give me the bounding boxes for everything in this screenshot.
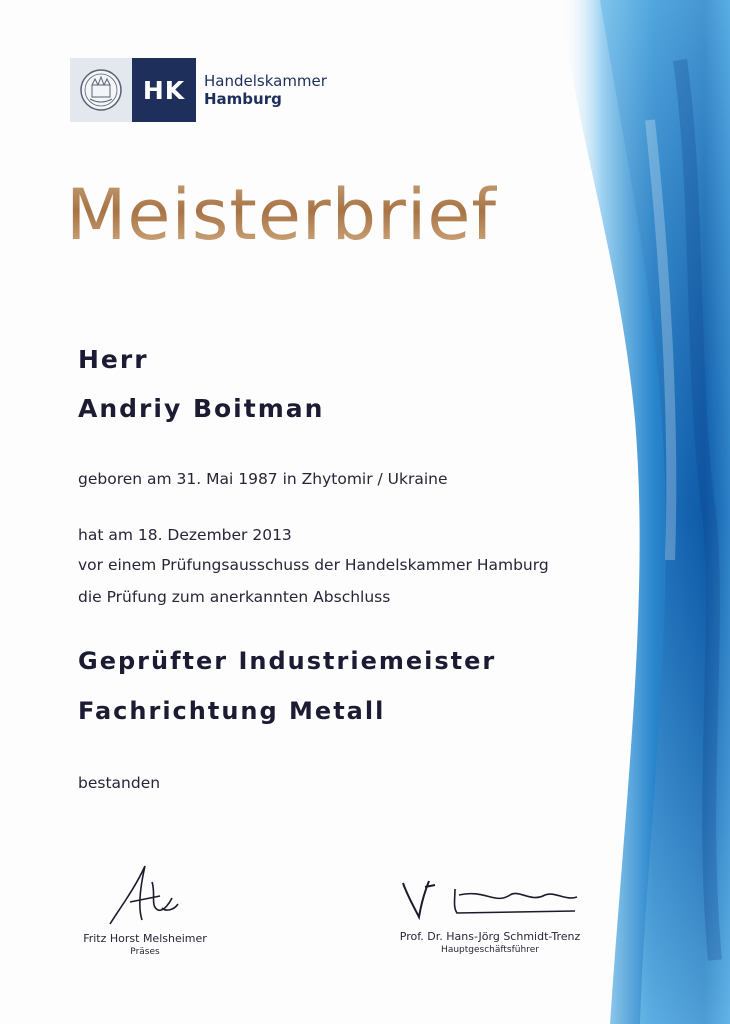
exam-result: bestanden xyxy=(78,774,161,792)
signature-president xyxy=(100,858,190,932)
signatory-managing-director xyxy=(385,930,595,955)
chamber-logo xyxy=(70,58,327,122)
chamber-name-line2: Hamburg xyxy=(204,90,282,108)
birth-info: geboren am 31. Mai 1987 in Zhytomir / Ukraine xyxy=(78,470,448,488)
exam-qualification-line: die Prüfung zum anerkannten Abschluss xyxy=(78,588,391,606)
signatory-president xyxy=(70,932,220,957)
signature-managing-director xyxy=(395,875,585,929)
signatory-president-name: Fritz Horst Melsheimer xyxy=(83,932,207,945)
degree-title: Geprüfter Industriemeister xyxy=(78,647,497,675)
chamber-wordmark xyxy=(196,58,327,122)
exam-date-line: hat am 18. Dezember 2013 xyxy=(78,526,292,544)
seal-icon xyxy=(70,58,132,122)
exam-committee-line: vor einem Prüfungsausschuss der Handelskammer Hamburg xyxy=(78,556,549,574)
degree-specialization: Fachrichtung Metall xyxy=(78,697,386,725)
certificate-title: Meisterbrief xyxy=(66,174,498,256)
signatory-director-name: Prof. Dr. Hans-Jörg Schmidt-Trenz xyxy=(399,930,581,943)
recipient-name: Andriy Boitman xyxy=(78,394,325,423)
recipient-salutation: Herr xyxy=(78,345,149,374)
hk-logo-mark: HK xyxy=(132,58,196,122)
chamber-name-line1: Handelskammer xyxy=(204,72,327,90)
blue-watercolor-band xyxy=(540,0,730,1024)
signatory-director-role: Hauptgeschäftsführer xyxy=(441,945,539,955)
signatory-president-role: Präses xyxy=(130,947,160,957)
